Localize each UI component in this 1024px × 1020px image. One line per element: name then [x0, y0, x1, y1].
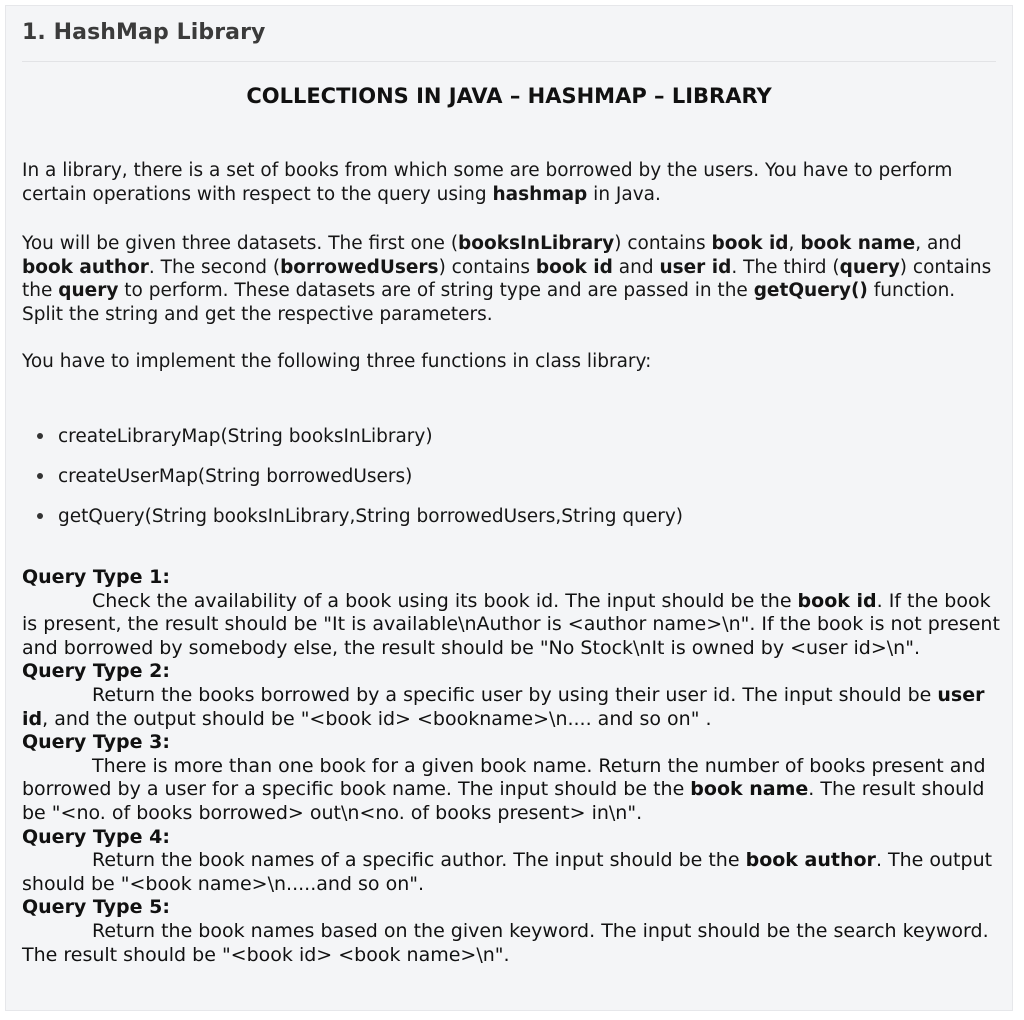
bullet-icon [37, 473, 43, 479]
body-text-run: ) contains [438, 256, 536, 278]
emphasis-text: getQuery() [753, 280, 868, 301]
intro-p1-bold: hashmap [492, 183, 588, 205]
emphasis-text: borrowedUsers [280, 256, 439, 278]
list-item [22, 456, 683, 496]
query-types-section [22, 566, 1004, 967]
body-text-run: , [788, 233, 801, 254]
intro-p1-text-end: in Java. [587, 183, 661, 205]
list-item [22, 416, 683, 456]
body-text-run: . The result should be "<no. of books borrowed> out\n<no. of books present> in\n". [22, 778, 985, 824]
query-heading: Query Type 1: [22, 566, 170, 588]
problem-title: 1. HashMap Library [22, 20, 266, 45]
emphasis-text: book author [745, 849, 876, 872]
body-text-run: Return the book names of a specific author. The input should be the [92, 849, 746, 872]
emphasis-text: query [58, 280, 119, 301]
query-heading: Query Type 3: [22, 731, 170, 754]
body-text-run: Return the book names based on the given keyword. The input should be the search keyword. The result should be "<book id> <book name>\n". [22, 919, 989, 966]
query-type-4 [22, 826, 1004, 897]
query-description [22, 920, 1004, 967]
bullet-icon [37, 513, 43, 519]
emphasis-text: book id [711, 233, 789, 254]
intro-paragraph-1 [22, 159, 1000, 206]
query-type-3 [22, 731, 1004, 825]
body-text-run: Return the books borrowed by a specific user by using their user id. The input should be [92, 683, 938, 706]
intro-paragraph-2 [22, 232, 1000, 326]
body-text-run: to perform. These datasets are of string type and are passed in the [118, 280, 754, 301]
emphasis-text: query [839, 256, 900, 278]
emphasis-text: user id [659, 256, 732, 278]
document-heading: COLLECTIONS IN JAVA – HASHMAP – LIBRARY [246, 84, 772, 108]
emphasis-text: user id [22, 683, 985, 730]
emphasis-text: book id [535, 256, 613, 278]
body-text-run: , and [915, 233, 962, 254]
query-type-1 [22, 566, 1004, 660]
function-signature: getQuery(String booksInLibrary,String borrowedUsers,String query) [58, 505, 683, 527]
problem-panel [5, 5, 1013, 1011]
query-type-2 [22, 660, 1004, 731]
body-text-run: . The third ( [731, 256, 840, 278]
emphasis-text: book name [690, 778, 809, 801]
list-item [22, 496, 683, 536]
emphasis-text: book name [800, 233, 916, 254]
emphasis-text: booksInLibrary [458, 233, 615, 254]
body-text-run: ) contains the [22, 256, 992, 301]
query-description [22, 684, 1004, 731]
body-text-run: You will be given three datasets. The first one ( [22, 233, 459, 254]
body-text-run: There is more than one book for a given book name. Return the number of books present and borrowed by a user for a specific book name. The input should be the [22, 754, 986, 801]
body-text-run: Check the availability of a book using its book id. The input should be the [92, 589, 798, 612]
body-text-run: ) contains [614, 233, 712, 254]
function-signature: createLibraryMap(String booksInLibrary) [58, 425, 433, 447]
function-list [22, 416, 683, 536]
query-description [22, 849, 1004, 896]
query-type-5 [22, 896, 1004, 967]
query-description [22, 755, 1004, 826]
emphasis-text: book author [22, 256, 149, 278]
function-signature: createUserMap(String borrowedUsers) [58, 465, 413, 487]
intro-p1-text: In a library, there is a set of books from which some are borrowed by the users. You have to perform certain operations with respect to the query using [22, 160, 953, 205]
body-text-run: . The output should be "<book name>\n.....and so on". [22, 849, 993, 895]
body-text-run: function. Split the string and get the respective parameters. [22, 280, 956, 325]
query-description [22, 590, 1004, 661]
intro-paragraph-3: You have to implement the following three functions in class library: [22, 351, 652, 372]
body-text-run: . If the book is present, the result should be "It is available\nAuthor is <author name>\n". If the book is not present and borrowed by somebody else, the result should be "No Stock\nIt is owned by <user id>\n". [22, 589, 1000, 659]
query-heading: Query Type 5: [22, 896, 170, 919]
title-divider [22, 61, 996, 62]
body-text-run: , and the output should be "<book id> <bookname>\n.... and so on" . [42, 707, 712, 730]
query-heading: Query Type 2: [22, 660, 170, 683]
body-text-run: and [612, 256, 660, 278]
bullet-icon [37, 433, 43, 439]
body-text-run: . The second ( [148, 256, 281, 278]
emphasis-text: book id [797, 589, 877, 612]
query-heading: Query Type 4: [22, 825, 170, 848]
